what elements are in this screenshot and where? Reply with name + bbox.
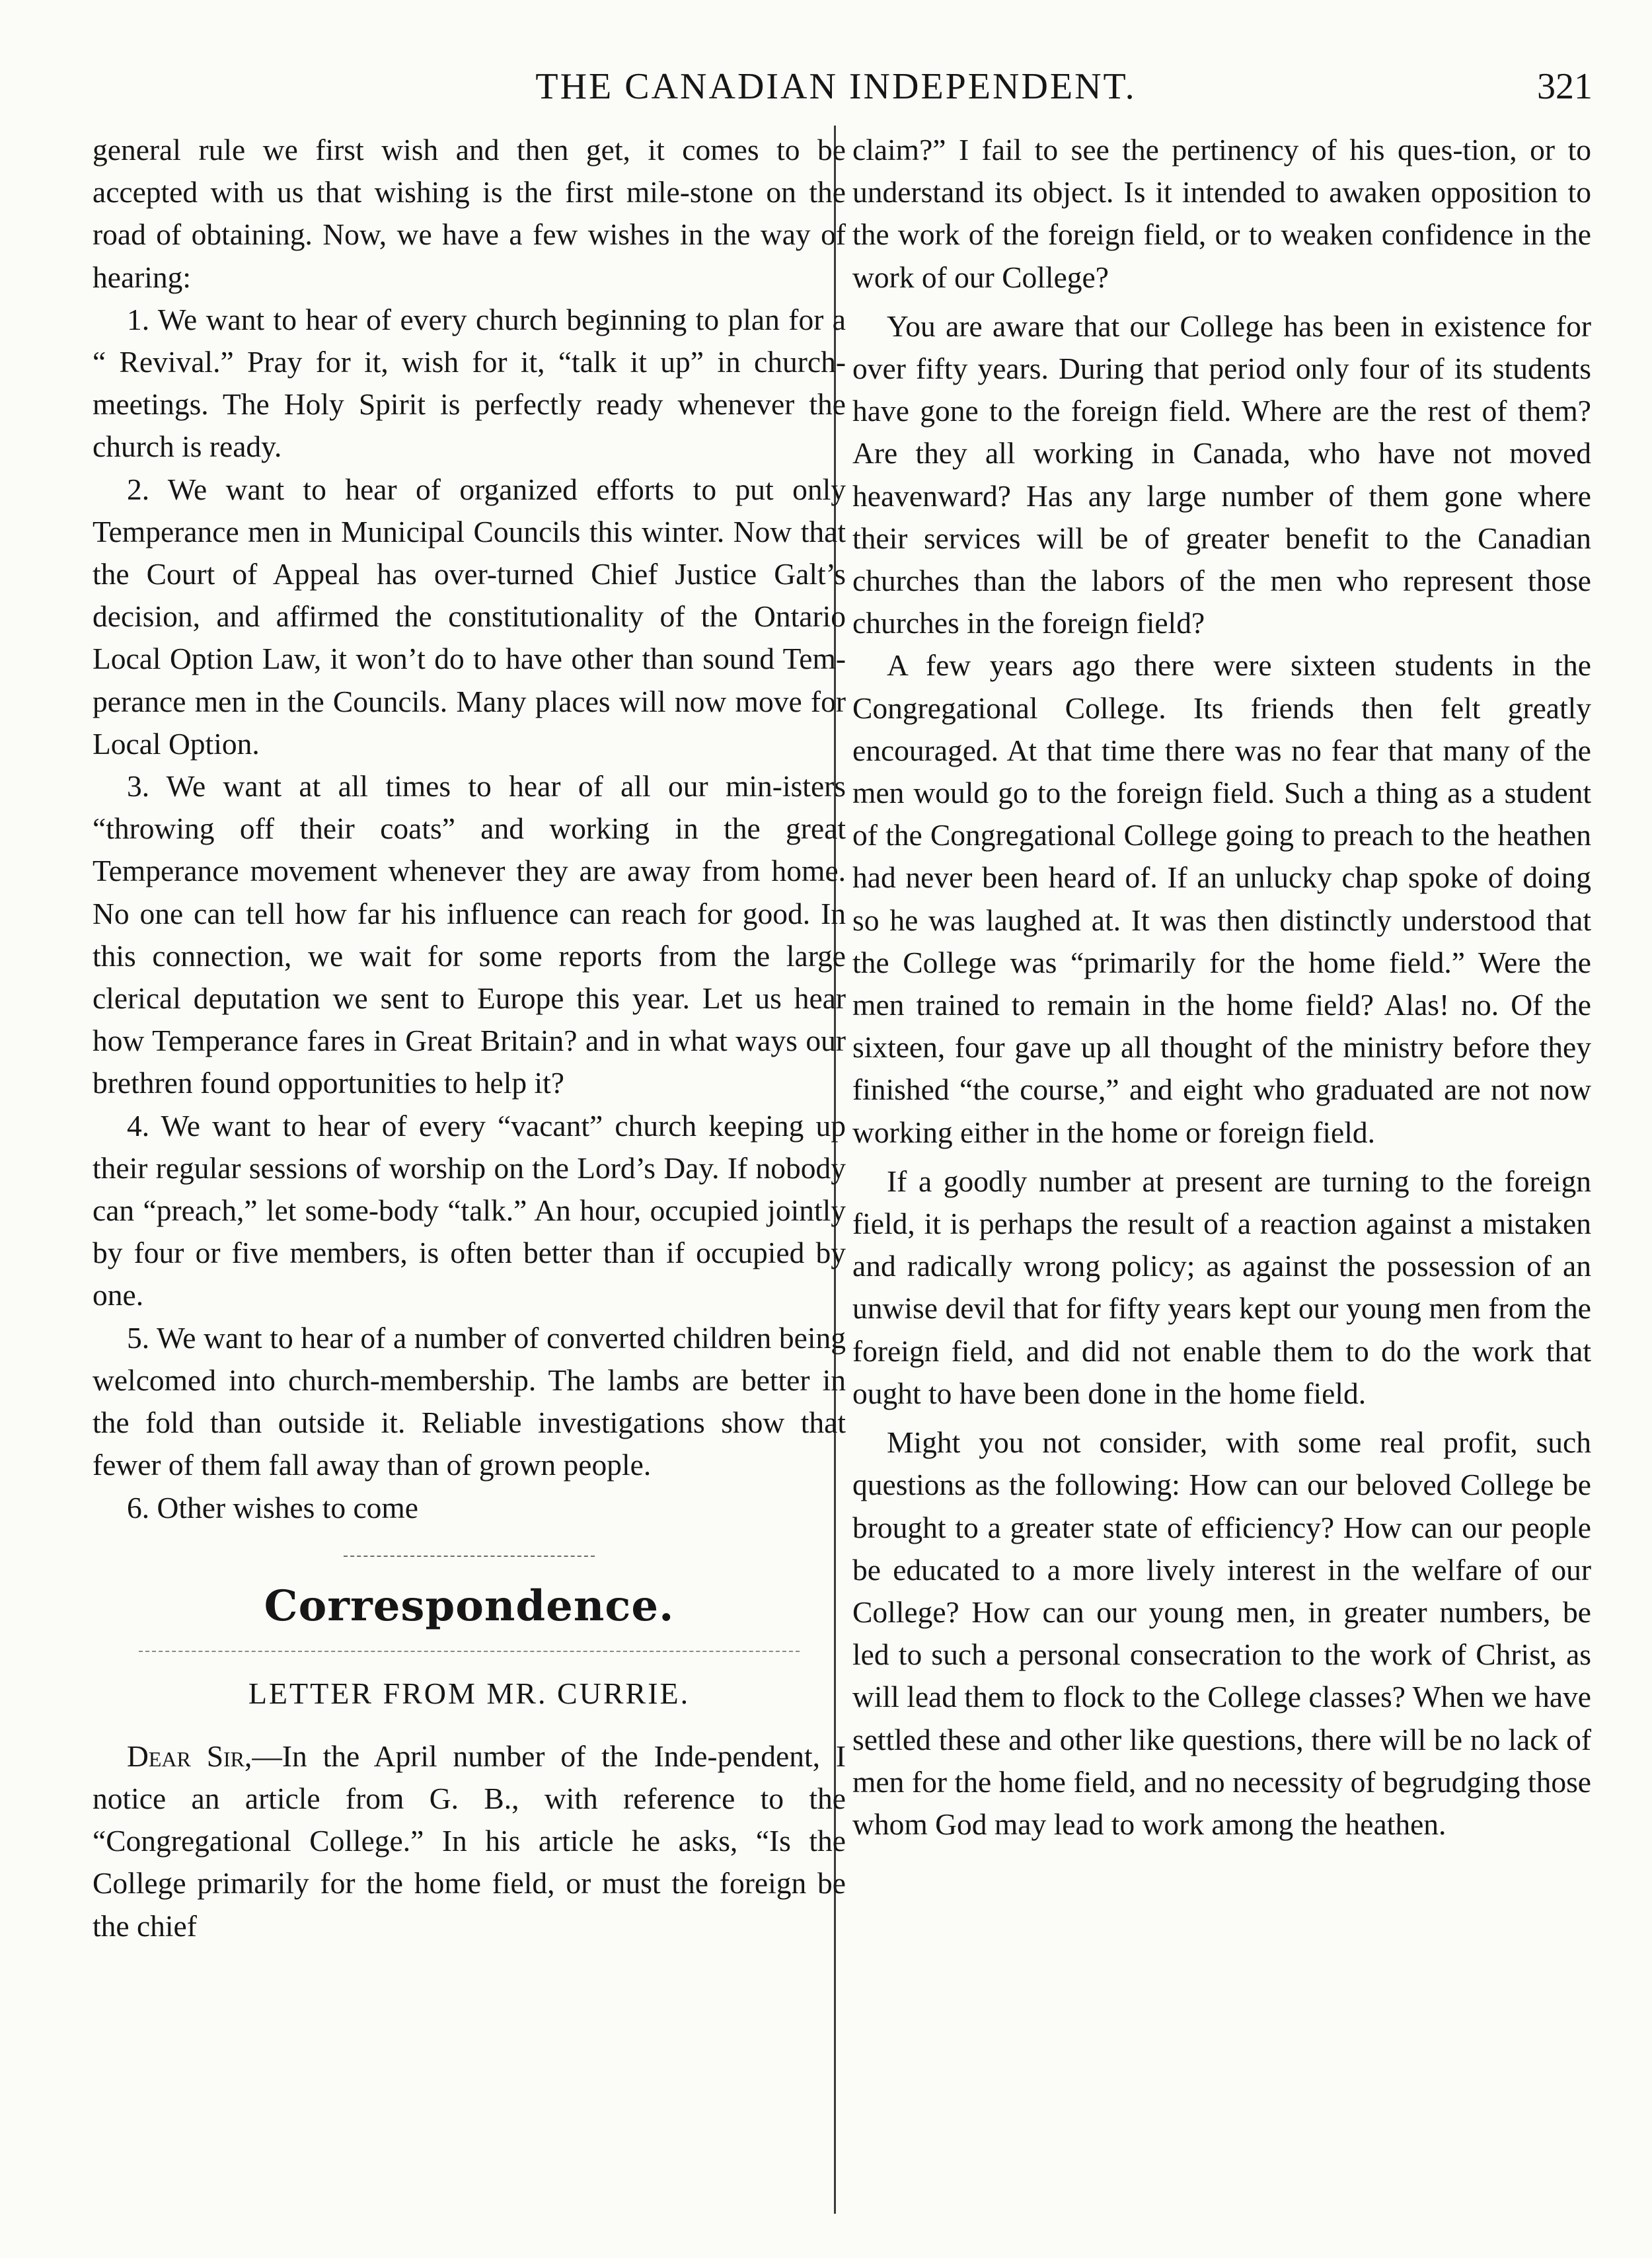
divider: [139, 1651, 800, 1652]
paragraph: Might you not consider, with some real profit, such questions as the following: How can our beloved College be brought to a greater state of efficiency? How can our people be educated to a more lively interest in the welfare of our College? How can our young men, in greater numbers, be led to such a personal consecration to the work of Christ, as will lead them to flock to the College classes? When we have settled these and other like questions, there will be no lack of men for the home field, and no necessity of begrudging those whom God may lead to work among the heathen.: [852, 1425, 1591, 1841]
section-heading: Correspondence.: [264, 1581, 675, 1631]
divider: [344, 1556, 595, 1557]
letter-intro: —In the April number of the Inde-pendent, I notice an article from G. B., with reference to the “Congregational College.” In his article he asks, “Is the College primarily for the home field, or must the foreign be the chief: [93, 1739, 846, 1943]
paragraph: 1. We want to hear of every church beginning to plan for a “ Revival.” Pray for it, wish for it, “talk it up” in church-meetings. The Holy Spirit is perfectly ready whenever the church is ready.: [93, 302, 846, 464]
paragraph: 5. We want to hear of a number of converted children being welcomed into church-membership. The lambs are better in the fold than outside it. Reliable investigations show that fewer of them fall away than of grown people.: [93, 1320, 846, 1482]
letter-title: LETTER FROM MR. CURRIE.: [248, 1676, 691, 1710]
running-title: THE CANADIAN INDEPENDENT.: [535, 66, 1137, 107]
left-column: [93, 129, 846, 1947]
page-number: 321: [1537, 66, 1593, 107]
paragraph: 2. We want to hear of organized efforts to put only Temperance men in Municipal Councils this winter. Now that the Court of Appeal has over-turned Chief Justice Galt’s decision, and affirmed the constitutionality of the Ontario Local Option Law, it won’t do to have other than sound Tem-perance men in the Councils. Many places will now move for Local Option.: [93, 472, 846, 761]
paragraph: 3. We want at all times to hear of all our min-isters “throwing off their coats” and working in the great Temperance movement whenever they are away from home. No one can tell how far his influence can reach for good. In this connection, we wait for some reports from the large clerical deputation we sent to Europe this year. Let us hear how Temperance fares in Great Britain? and in what ways our brethren found opportunities to help it?: [93, 769, 846, 1100]
letter-salutation: Dear Sir,: [127, 1739, 252, 1773]
section-heading-block: [93, 1577, 846, 1636]
paragraph: general rule we first wish and then get, it comes to be accepted with us that wishing is the first mile-stone on the road of obtaining. Now, we have a few wishes in the way of hearing:: [93, 133, 846, 294]
letter-opening: [93, 1735, 846, 1947]
paragraph: claim?” I fail to see the pertinency of his ques-tion, or to understand its object. Is it intended to awaken opposition to the work of the foreign field, or to weaken confidence in the work of our College?: [852, 133, 1591, 294]
paragraph: You are aware that our College has been in existence for over fifty years. During that period only four of its students have gone to the foreign field. Where are the rest of them? Are they all working in Canada, who have not moved heavenward? Has any large number of them gone where their services will be of greater benefit to the Canadian churches than the labors of the men who represent those churches in the foreign field?: [852, 309, 1591, 640]
paragraph: A few years ago there were sixteen students in the Congregational College. Its friends then felt greatly encouraged. At that time there was no fear that many of the men would go to the foreign field. Such a thing as a student of the Congregational College going to preach to the heathen had never been heard of. If an unlucky chap spoke of doing so he was laughed at. It was then distinctly understood that the College was “primarily for the home field.” Were the men trained to remain in the home field? Alas! no. Of the sixteen, four gave up all thought of the ministry before they finished “the course,” and eight who graduated are not now working either in the home or foreign field.: [852, 648, 1591, 1149]
page-header: [79, 63, 1593, 116]
paragraph: If a goodly number at present are turning to the foreign field, it is perhaps the result of a reaction against a mistaken and radically wrong policy; as against the possession of an unwise devil that for fifty years kept our young men from the foreign field, and did not enable them to do the work that ought to have been done in the home field.: [852, 1164, 1591, 1410]
right-column: [852, 129, 1591, 1846]
paragraph: 6. Other wishes to come: [127, 1490, 419, 1524]
paragraph: 4. We want to hear of every “vacant” church keeping up their regular sessions of worship on the Lord’s Day. If nobody can “preach,” let some-body “talk.” An hour, occupied jointly by four or five members, is often better than if occupied by one.: [93, 1108, 846, 1312]
